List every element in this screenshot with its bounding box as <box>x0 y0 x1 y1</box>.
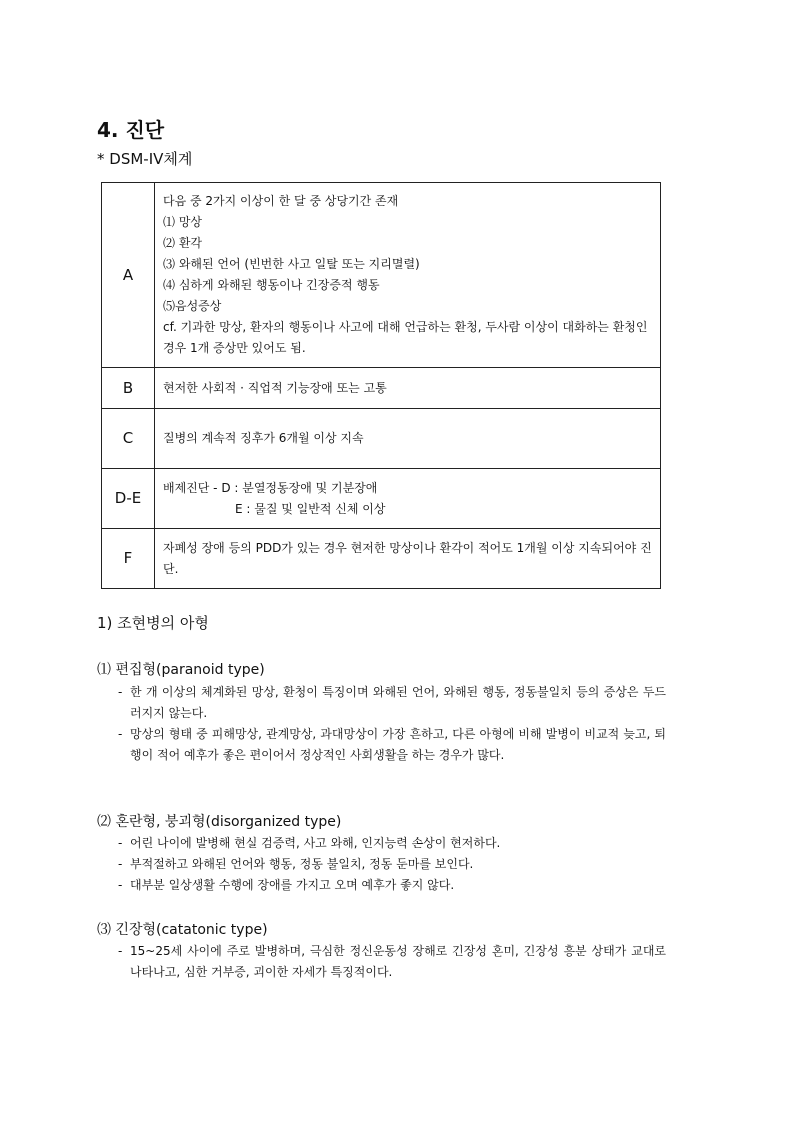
table-row <box>102 183 661 368</box>
table-row <box>102 529 661 589</box>
list-item: - 망상의 형태 중 피해망상, 관계망상, 과대망상이 가장 흔하고, 다른 아형에 비해 발병이 비교적 늦고, 퇴행이 적어 예후가 좋은 편이어서 정상적인 사회생활을 하는 경우가 많다. <box>118 724 666 766</box>
table-row <box>102 368 661 409</box>
subtype-bullets <box>118 941 666 983</box>
criterion-label: C <box>102 409 155 469</box>
list-item: - 어린 나이에 발병해 현실 검증력, 사고 와해, 인지능력 손상이 현저하다. <box>118 833 666 854</box>
criterion-description: 현저한 사회적 · 직업적 기능장애 또는 고통 <box>155 368 661 409</box>
subheading: * DSM-IV체계 <box>97 150 193 168</box>
criterion-label: D-E <box>102 469 155 529</box>
table-row <box>102 469 661 529</box>
subtype-bullets <box>118 682 666 766</box>
subtype-title: ⑶ 긴장형(catatonic type) <box>97 922 268 938</box>
list-item: - 대부분 일상생활 수행에 장애를 가지고 오며 예후가 좋지 않다. <box>118 875 666 896</box>
subsection-title: 1) 조현병의 아형 <box>97 614 209 632</box>
list-item: - 15~25세 사이에 주로 발병하며, 극심한 정신운동성 장해로 긴장성 혼미, 긴장성 흥분 상태가 교대로 나타나고, 심한 거부증, 괴이한 자세가 특징적이다. <box>118 941 666 983</box>
criterion-description: 다음 중 2가지 이상이 한 달 중 상당기간 존재 ⑴ 망상 ⑵ 환각 ⑶ 와해된 언어 (빈번한 사고 일탈 또는 지리멸렬) ⑷ 심하게 와해된 행동이나 긴장증적 행동 ⑸음성증상 cf. 기과한 망상, 환자의 행동이나 사고에 대해 언급하는 환청, 두사람 이상이 대화하는 환청인 경우 1개 증상만 있어도 됨. <box>155 183 661 368</box>
subtype-bullets <box>118 833 666 896</box>
table-row <box>102 409 661 469</box>
criterion-description: 질병의 계속적 징후가 6개월 이상 지속 <box>155 409 661 469</box>
section-heading: 4. 진단 <box>97 118 165 142</box>
subtype-title: ⑴ 편집형(paranoid type) <box>97 662 265 678</box>
criterion-label: F <box>102 529 155 589</box>
list-item: - 한 개 이상의 체계화된 망상, 환청이 특징이며 와해된 언어, 와해된 행동, 정동불일치 등의 증상은 두드러지지 않는다. <box>118 682 666 724</box>
list-item: - 부적절하고 와해된 언어와 행동, 정동 불일치, 정동 둔마를 보인다. <box>118 854 666 875</box>
criterion-description: 배제진단 - D : 분열정동장애 및 기분장애 E : 물질 및 일반적 신체 이상 <box>155 469 661 529</box>
criterion-label: A <box>102 183 155 368</box>
dsm-criteria-table <box>101 182 661 589</box>
subtype-title: ⑵ 혼란형, 붕괴형(disorganized type) <box>97 814 342 830</box>
criterion-description: 자폐성 장애 등의 PDD가 있는 경우 현저한 망상이나 환각이 적어도 1개월 이상 지속되어야 진단. <box>155 529 661 589</box>
criterion-label: B <box>102 368 155 409</box>
